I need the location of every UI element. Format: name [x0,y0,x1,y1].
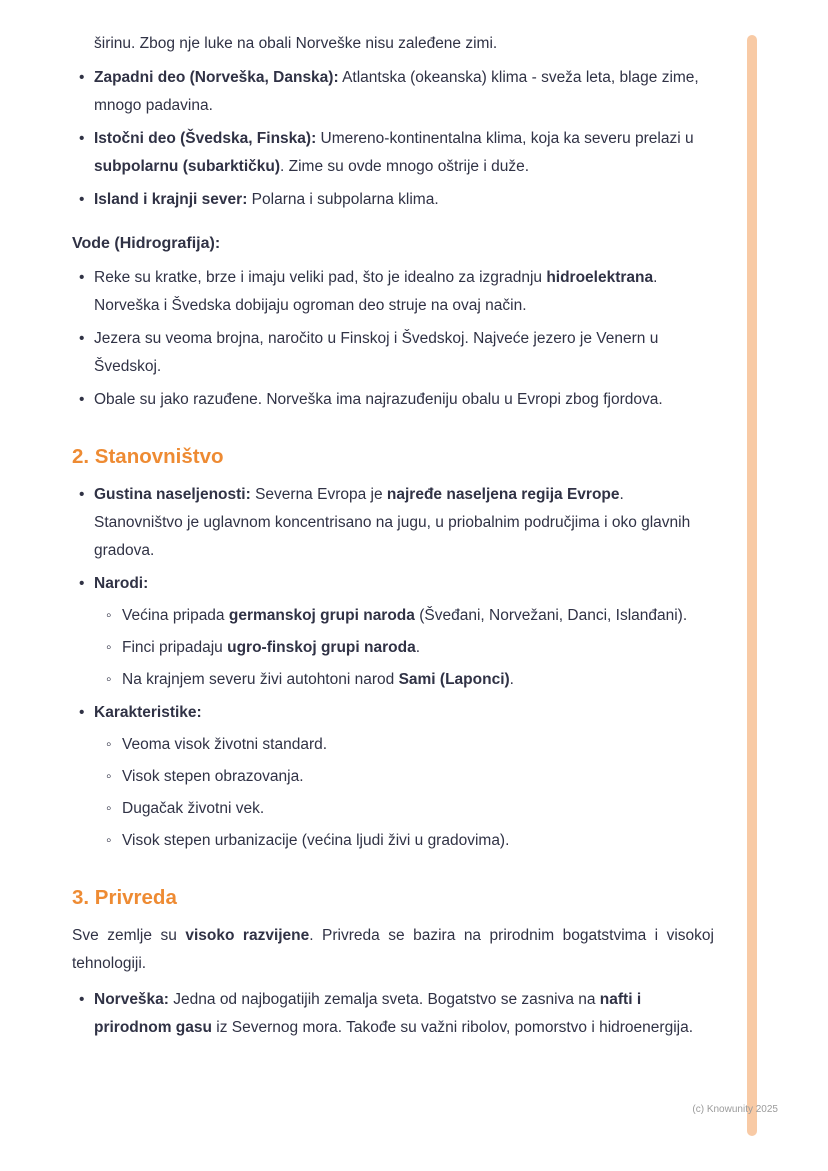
text-segment: Sve zemlje su [72,927,186,944]
text-segment: (Šveđani, Norvežani, Danci, Islanđani). [414,607,688,624]
list-item [72,125,714,181]
continuation-text: širinu. Zbog nje luke na obali Norveške nisu zaleđene zimi. [94,35,498,52]
bold-text-segment: Narodi: [94,575,149,592]
bold-text-segment: najređe naseljena regija Evrope [386,486,620,503]
bold-text-segment: ugro-finskoj grupi naroda [227,639,416,656]
hydrography-list [72,264,714,414]
list-item [72,699,714,855]
bullet-icon: • [79,575,85,592]
section-heading-stanovnistvo: 2. Stanovništvo [72,445,224,468]
list-item-text [94,481,714,565]
sub-list-item [94,634,714,662]
text-segment: . Stanovništvo je uglavnom koncentrisano na jugu, u priobalnim područjima i oko glavnih gradova. [94,486,691,559]
list-item [72,264,714,320]
bold-text-segment: Istočni deo (Švedska, Finska): [94,130,317,147]
bullet-icon: • [79,704,85,721]
sub-bullet-icon: ◦ [106,768,112,785]
sub-list-item [94,763,714,791]
sub-bullet-icon: ◦ [106,832,112,849]
list-item-text [122,634,714,662]
text-segment: Umereno-kontinentalna klima, koja ka severu prelazi u [316,130,694,147]
bold-text-segment: germanskoj grupi naroda [228,607,415,624]
list-item [72,64,714,120]
list-item-text [122,602,714,630]
list-item-text [94,125,714,181]
bold-text-segment: visoko razvijene [185,927,310,944]
sub-bullet-icon: ◦ [106,800,112,817]
list-item [72,570,714,694]
section-heading-privreda: 3. Privreda [72,886,177,909]
bold-text-segment: Gustina naseljenosti: [94,486,251,503]
text-segment: Jezera su veoma brojna, naročito u Finskoj i Švedskoj. Najveće jezero je Venern u Švedskoj. [94,330,659,375]
bullet-icon: • [79,191,85,208]
sub-bullet-icon: ◦ [106,607,112,624]
text-segment: Polarna i subpolarna klima. [247,191,439,208]
text-segment: Većina pripada [122,607,229,624]
sub-list-item [94,795,714,823]
hydrography-heading: Vode (Hidrografija): [72,235,221,252]
text-segment: Na krajnjem severu živi autohtoni narod [122,671,399,688]
text-segment: . [415,639,421,656]
sub-list-item [94,731,714,759]
bold-text-segment: Zapadni deo (Norveška, Danska): [94,69,339,86]
characteristics-sublist [94,731,714,855]
list-item-text [122,763,714,791]
bullet-icon: • [79,69,85,86]
sub-bullet-icon: ◦ [106,671,112,688]
text-segment: iz Severnog mora. Takođe su važni ribolov, pomorstvo i hidroenergija. [211,1019,694,1036]
bold-text-segment: nafti i prirodnom gasu [94,991,642,1036]
text-segment: Finci pripadaju [122,639,228,656]
text-segment: Obale su jako razuđene. Norveška ima najrazuđeniju obalu u Evropi zbog fjordova. [94,391,663,408]
list-item-text [94,986,714,1042]
bold-text-segment: hidroelektrana [546,269,654,286]
list-item [72,186,714,214]
text-segment: Severna Evropa je [250,486,387,503]
text-segment: Reke su kratke, brze i imaju veliki pad, što je idealno za izgradnju [94,269,547,286]
bold-text-segment: subpolarnu (subarktičku) [94,158,281,175]
list-item-text [94,386,714,414]
text-segment: Jedna od najbogatijih zemalja sveta. Bogatstvo se zasniva na [168,991,600,1008]
bullet-icon: • [79,269,85,286]
bullet-icon: • [79,991,85,1008]
list-item-text [122,666,714,694]
text-segment: . Norveška i Švedska dobijaju ogroman deo struje na ovaj način. [94,269,658,314]
text-segment: . Zime su ovde mnogo oštrije i duže. [280,158,530,175]
list-item [72,325,714,381]
sub-bullet-icon: ◦ [106,639,112,656]
list-item-text [122,731,714,759]
bold-text-segment: Sami (Laponci) [398,671,510,688]
list-item-text [94,264,714,320]
list-item [72,386,714,414]
list-item [72,986,714,1042]
text-segment: Visok stepen obrazovanja. [122,768,304,785]
bullet-icon: • [79,330,85,347]
document-content [72,30,714,1042]
economy-list [72,986,714,1042]
text-segment: Dugačak životni vek. [122,800,265,817]
list-item [72,481,714,565]
text-segment: Visok stepen urbanizacije (većina ljudi živi u gradovima). [122,832,510,849]
list-item-text [122,827,714,855]
list-item-label [94,570,714,598]
list-item-body [94,699,714,855]
economy-intro-paragraph [72,922,714,978]
text-segment: Veoma visok životni standard. [122,736,328,753]
copyright-footer: (c) Knowunity 2025 [692,1104,778,1115]
sub-list-item [94,827,714,855]
list-item-text [122,795,714,823]
bullet-icon: • [79,130,85,147]
page-edge-stripe [747,35,757,1136]
list-item-body [94,570,714,694]
climate-list [72,64,714,214]
population-list [72,481,714,855]
sub-list-item [94,602,714,630]
bold-text-segment: Karakteristike: [94,704,202,721]
sub-list-item [94,666,714,694]
text-segment: Atlantska (okeanska) klima - sveža leta, blage zime, mnogo padavina. [94,69,699,114]
sub-bullet-icon: ◦ [106,736,112,753]
bullet-icon: • [79,486,85,503]
bullet-icon: • [79,391,85,408]
text-segment: . Privreda se bazira na prirodnim bogatstvima i visokoj tehnologiji. [72,927,714,972]
bold-text-segment: Island i krajnji sever: [94,191,248,208]
list-item-text [94,64,714,120]
list-item-text [94,325,714,381]
list-item-label [94,699,714,727]
peoples-sublist [94,602,714,694]
text-segment: . [509,671,514,688]
bold-text-segment: Norveška: [94,991,169,1008]
list-item-text [94,186,714,214]
